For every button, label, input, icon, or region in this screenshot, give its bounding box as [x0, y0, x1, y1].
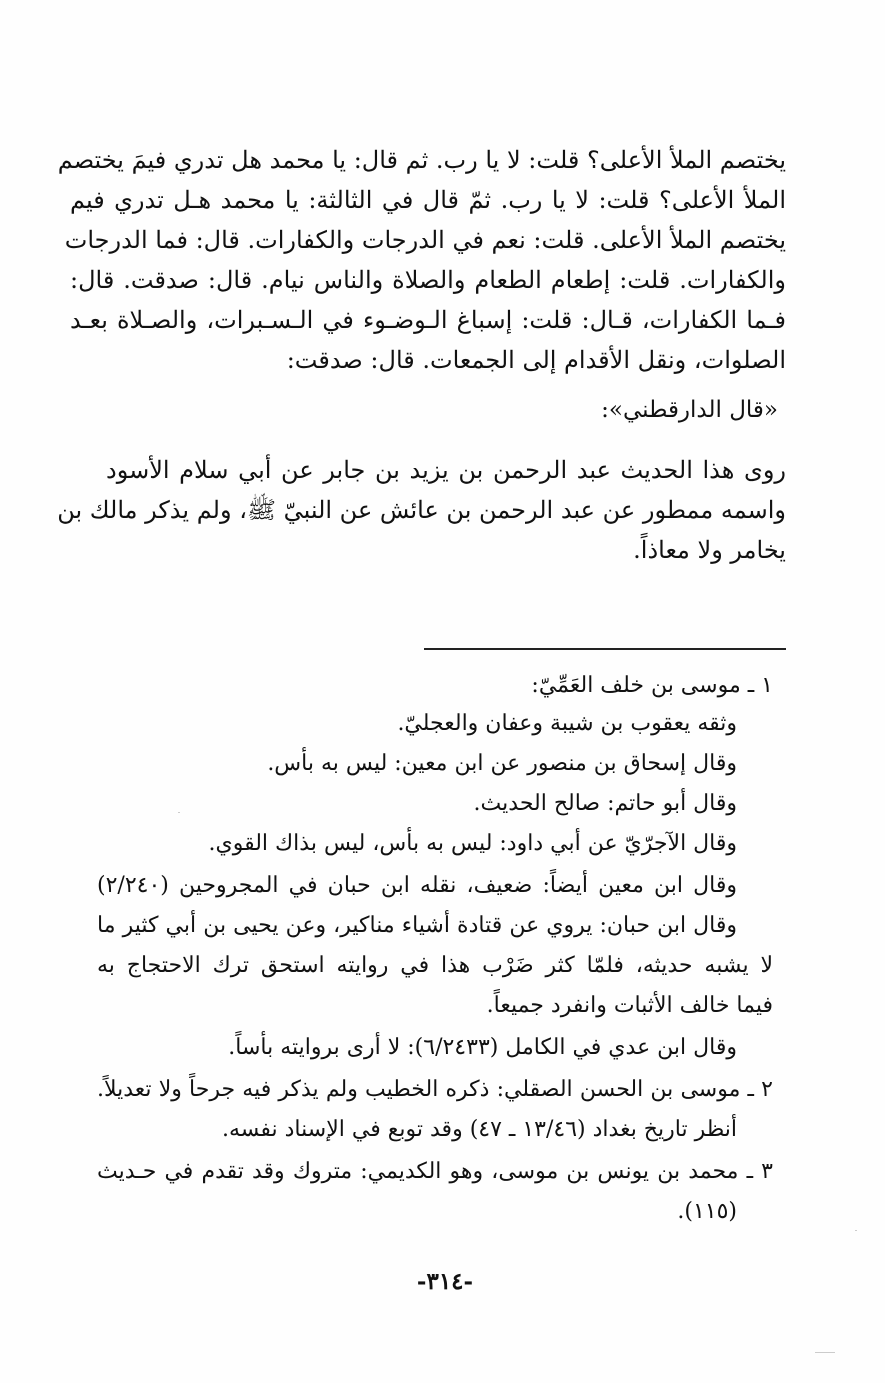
footnote-line: وثقه يعقوب بن شيبة وعفان والعجليّ.	[397, 711, 737, 736]
text-line: واسمه ممطور عن عبد الرحمن بن عائش عن النبيّ ﷺ، ولم يذكر مالك بن	[57, 496, 786, 524]
scan-speck	[855, 1230, 857, 1231]
footnote-line: ٢ ـ موسى بن الحسن الصقلي: ذكره الخطيب ولم يذكر فيه جرحاً ولا تعديلاً.	[97, 1077, 773, 1102]
footnote-line: فيما خالف الأثبات وانفرد جميعاً.	[486, 993, 773, 1018]
footnote-line: وقال إسحاق بن منصور عن ابن معين: ليس به بأس.	[267, 751, 737, 776]
footnote-line: ١ ـ موسى بن خلف العَمِّيّ:	[531, 673, 773, 698]
text-line: والكفارات. قلت: إطعام الطعام والصلاة والناس نيام. قال: صدقت. قال:	[70, 266, 786, 294]
text-line: يختصم الملأ الأعلى. قلت: نعم في الدرجات والكفارات. قال: فما الدرجات	[64, 226, 786, 254]
text-line: فـما الكفارات، قـال: قلت: إسباغ الـوضـوء في الـسـبرات، والصـلاة بعـد	[70, 306, 786, 334]
text-line: يخامر ولا معاذاً.	[633, 536, 786, 564]
scan-speck	[815, 1352, 835, 1353]
text-line: يختصم الملأ الأعلى؟ قلت: لا يا رب. ثم قال: يا محمد هل تدري فيمَ يختصم	[57, 146, 786, 174]
footnote-line: وقال ابن معين أيضاً: ضعيف، نقله ابن حبان في المجروحين (٢/٢٤٠)	[97, 873, 737, 898]
footnote-line: وقال الآجرّيّ عن أبي داود: ليس به بأس، ليس بذاك القوي.	[208, 831, 737, 856]
footnote-line: أنظر تاريخ بغداد (١٣/٤٦ ـ ٤٧) وقد توبع في الإسناد نفسه.	[221, 1117, 737, 1142]
footnote-line: (١١٥).	[677, 1199, 737, 1224]
footnote-line: وقال ابن عدي في الكامل (٦/٢٤٣٣): لا أرى بروايته بأساً.	[228, 1035, 737, 1060]
text-line: الصلوات، ونقل الأقدام إلى الجمعات. قال: صدقت:	[286, 346, 786, 374]
footnote-line: وقال أبو حاتم: صالح الحديث.	[473, 791, 737, 816]
scan-speck	[178, 812, 180, 813]
page-number: -٣١٤-	[416, 1268, 474, 1295]
footnote-line: وقال ابن حبان: يروي عن قتادة أشياء مناكير، وعن يحيى بن أبي كثير ما	[97, 913, 737, 938]
text-line: روى هذا الحديث عبد الرحمن بن يزيد بن جابر عن أبي سلام الأسود	[106, 456, 786, 484]
footnote-line: لا يشبه حديثه، فلمّا كثر ضَرْب هذا في روايته استحق ترك الاحتجاج به	[97, 953, 773, 978]
section-heading: «قال الدارقطني»:	[601, 397, 778, 423]
footnote-divider	[424, 648, 786, 650]
text-line: الملأ الأعلى؟ قلت: لا يا رب. ثمّ قال في الثالثة: يا محمد هـل تدري فيم	[70, 186, 786, 214]
footnote-line: ٣ ـ محمد بن يونس بن موسى، وهو الكديمي: متروك وقد تقدم في حـديث	[97, 1159, 773, 1184]
